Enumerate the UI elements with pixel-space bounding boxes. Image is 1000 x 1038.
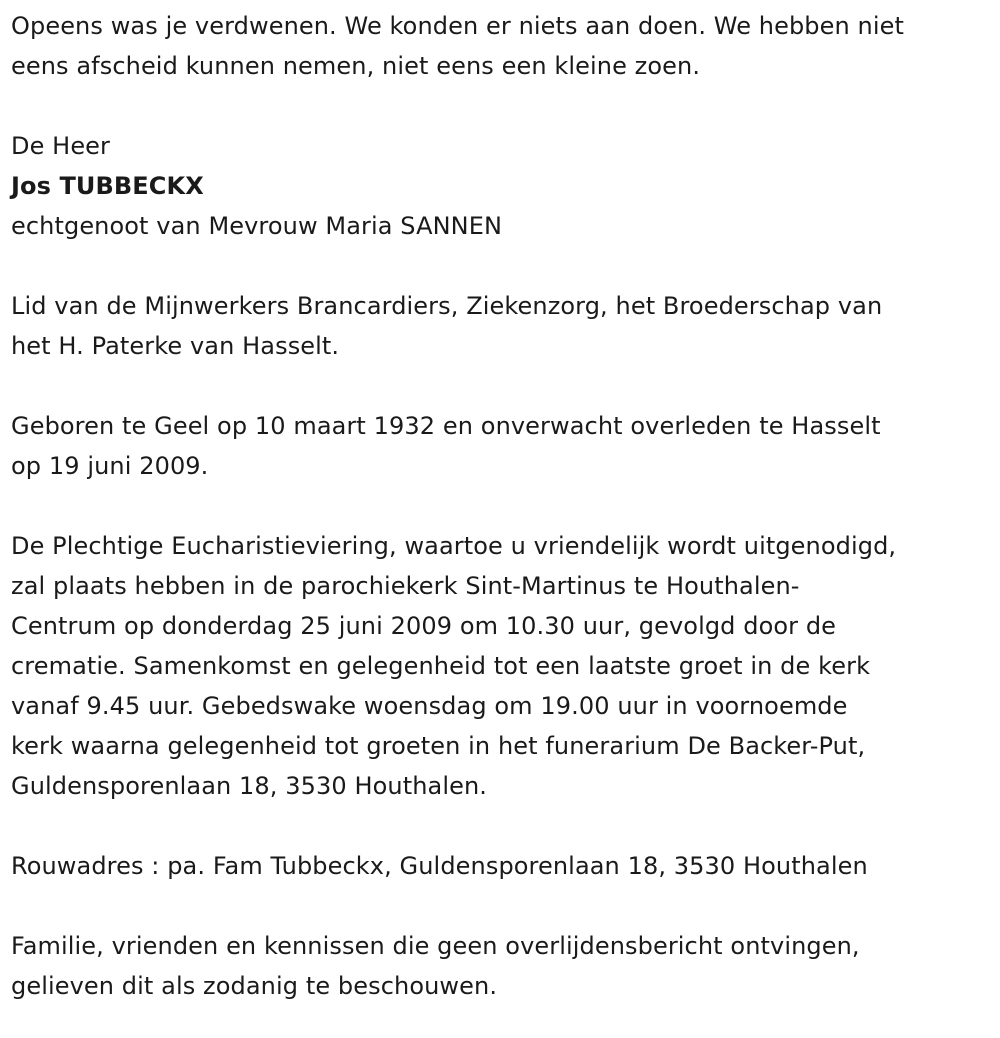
opening-paragraph: Opeens was je verdwenen. We konden er niets aan doen. We hebben niet eens afscheid kunnen nemen, niet eens een kleine zoen. <box>11 12 904 80</box>
ceremony-paragraph: De Plechtige Eucharistieviering, waartoe u vriendelijk wordt uitgenodigd, zal plaats hebben in de parochiekerk Sint-Martinus te Houthalen- Centrum op donderdag 25 juni 2009 om 10.30 uur, gevolgd door de crematie. Samenkomst en gelegenheid tot een laatste groet in de kerk vanaf 9.45 uur. Gebedswake woensdag om 19.00 uur in voornoemde kerk waarna gelegenheid tot groeten in het funerarium De Backer-Put, Guldensporenlaan 18, 3530 Houthalen. <box>11 532 897 800</box>
spouse-line: echtgenoot van Mevrouw Maria SANNEN <box>11 212 503 240</box>
spacer <box>11 806 996 846</box>
birth-death-paragraph: Geboren te Geel op 10 maart 1932 en onverwacht overleden te Hasselt op 19 juni 2009. <box>11 412 881 480</box>
closing-paragraph: Familie, vrienden en kennissen die geen overlijdensbericht ontvingen, gelieven dit als zodanig te beschouwen. <box>11 932 860 1000</box>
spacer <box>11 246 996 286</box>
spacer <box>11 886 996 926</box>
spacer <box>11 486 996 526</box>
title-prefix: De Heer <box>11 132 111 160</box>
mourning-address: Rouwadres : pa. Fam Tubbeckx, Guldensporenlaan 18, 3530 Houthalen <box>11 852 868 880</box>
memberships-paragraph: Lid van de Mijnwerkers Brancardiers, Ziekenzorg, het Broederschap van het H. Paterke van Hasselt. <box>11 292 883 360</box>
obituary-text <box>11 6 996 1006</box>
deceased-name: Jos TUBBECKX <box>11 172 204 200</box>
spacer <box>11 86 996 126</box>
spacer <box>11 366 996 406</box>
